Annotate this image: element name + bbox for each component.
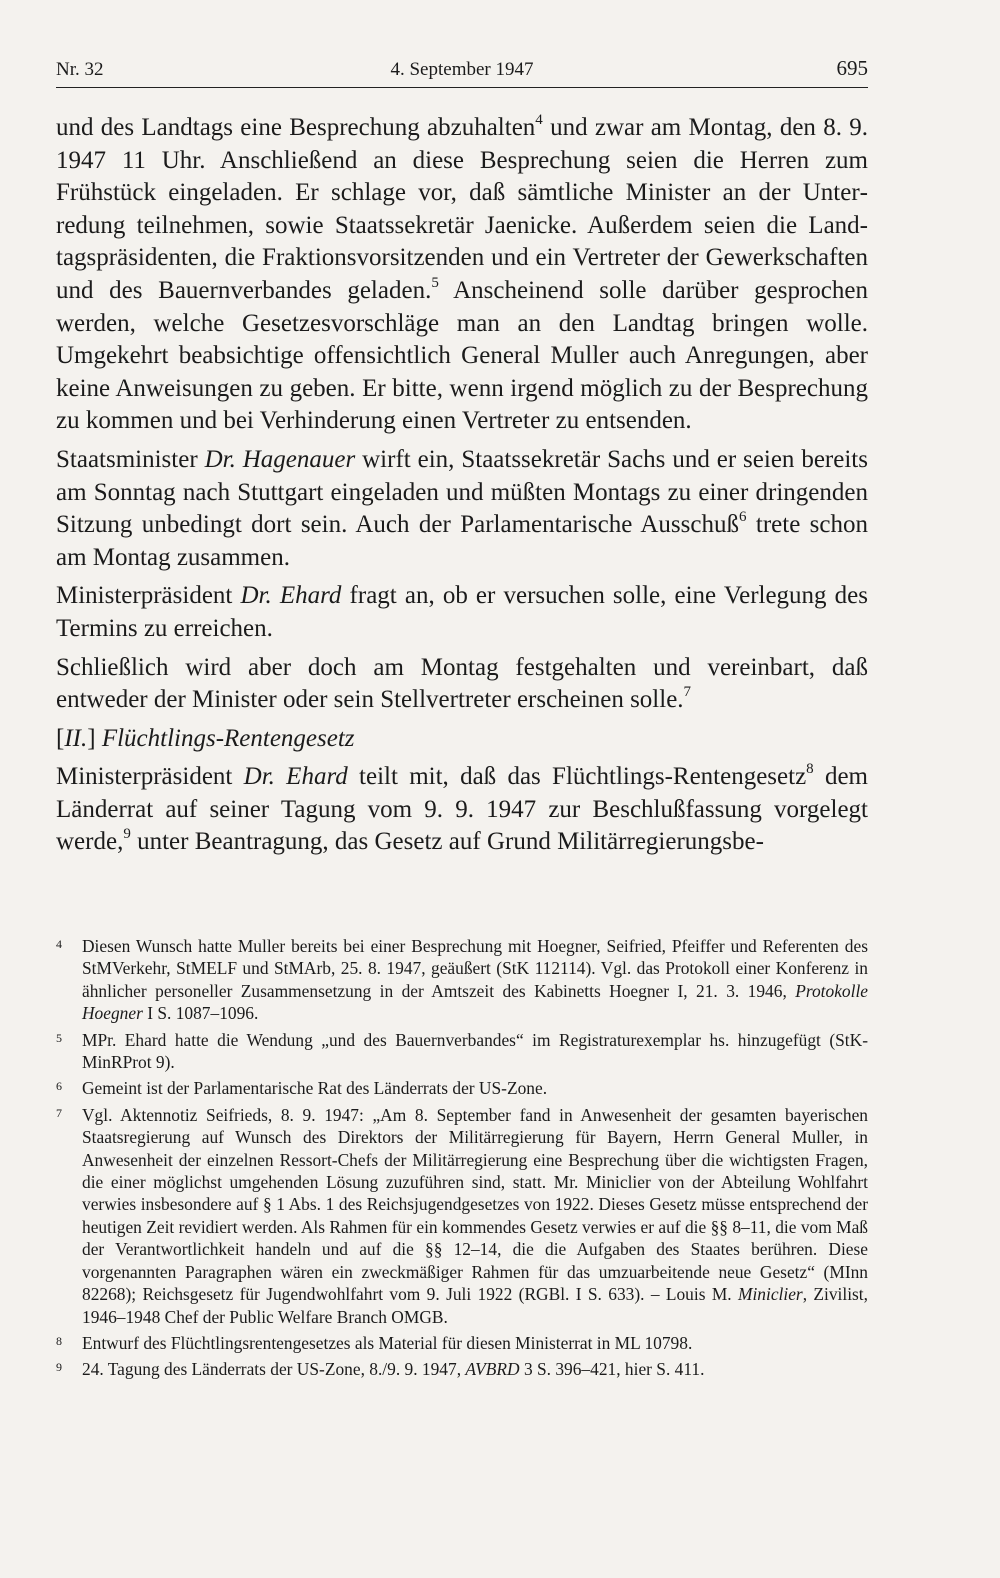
footnote-number: 6 <box>56 1079 62 1094</box>
document-number: Nr. 32 <box>56 59 104 80</box>
text-run: und des Landtags eine Besprechung abzuhalten <box>56 114 536 141</box>
footnote-number: 8 <box>56 1333 62 1348</box>
footnote-text <box>82 1029 868 1074</box>
footnote-number: 7 <box>56 1105 62 1120</box>
footnote-number: 5 <box>56 1030 62 1045</box>
footnote <box>56 1104 868 1328</box>
section-heading <box>56 723 868 756</box>
section-number: II. <box>64 724 88 752</box>
speaker-name: Dr. Hagenauer <box>204 445 356 473</box>
text-run: 3 S. 396–421, hier S. 411. <box>519 1359 705 1380</box>
footnote-text <box>82 1358 868 1380</box>
text-run: fragt an, ob er versuchen solle, eine Verlegung des Termins zu erreichen. <box>56 582 869 642</box>
bracket: [ <box>56 724 65 752</box>
text-run: , Zivilist, 1946–1948 Chef der Public Welfare Branch OMGB. <box>82 1284 868 1327</box>
paragraph-4 <box>56 652 868 717</box>
text-run: Schließlich wird aber doch am Montag festgehalten und vereinbart, daß entweder der Minister oder sein Stellvertreter erscheinen solle. <box>56 653 868 714</box>
footnote <box>56 1332 868 1354</box>
footnote-ref-4: 4 <box>535 111 543 128</box>
footnote-ref-5: 5 <box>431 274 439 291</box>
text-run: MPr. Ehard hatte die Wendung „und des Bauernverbandes“ im Registraturexemplar hs. hinzugefügt (StK-MinRProt 9). <box>82 1029 868 1073</box>
text-run: Staatsminister <box>56 445 205 473</box>
main-text <box>56 112 868 859</box>
page-number: 695 <box>836 56 868 80</box>
bracket: ] <box>87 724 102 752</box>
text-run: Gemeint ist der Parlamentarische Rat des Länderrats der US-Zone. <box>82 1078 548 1099</box>
text-run: Vgl. Aktennotiz Seifrieds, 8. 9. 1947: „Am 8. September fand in Anwesenheit der gesamten bayerischen Staatsregierung auf Wunsch des Direktors der Militärregierung für Bayern, Herrn General Muller, in Anwesenheit der einzelnen Ressort-Chefs der Militärregierung eine Besprechung über die wichtigsten Fragen, die einer möglichst umgehenden Lösung zuzuführen sind, statt. Mr. Miniclier von der Abteilung Wohlfahrt verwies insbesondere auf § 1 Abs. 1 des Reichsjugendgesetzes von 1922. Dieses Gesetz müsse entsprechend der heutigen Zeit revidiert werden. Als Rahmen für ein kommendes Gesetz verwies er auf die §§ 8–11, die vom Maß der Verantwortlichkeit handeln und auf die §§ 12–14, die die Aufgaben des Staates berühren. Diese vorgenannten Paragraphen wären ein zweckmäßiger Rahmen für das umzuarbeitende neue Gesetz“ (MInn 82268); Reichsgesetz für Jugendwohlfahrt vom 9. Juli 1922 (RGBl. I S. 633). – Louis M. <box>82 1104 868 1305</box>
paragraph-1 <box>56 112 868 438</box>
page <box>56 56 868 859</box>
speaker-name: Dr. Ehard <box>240 582 342 610</box>
text-run: Anscheinend solle darüber gesprochen werden, welche Gesetzesvorschläge man an den Landtag bringen wolle. Umgekehrt beabsichtige offensichtlich General Muller auch Anregungen, aber keine Anweisungen zu geben. Er bitte, wenn irgend möglich zu der Besprechung zu kommen und bei Verhinderung einen Vertreter zu entsenden. <box>56 276 868 435</box>
footnote-ref-8: 8 <box>806 761 814 778</box>
footnote <box>56 935 868 1025</box>
footnote-ref-7: 7 <box>683 683 692 700</box>
footnote-text <box>82 1332 868 1354</box>
footnotes <box>56 935 868 1385</box>
footnote-ref-9: 9 <box>123 826 131 843</box>
cited-work: AVBRD <box>465 1359 520 1380</box>
speaker-name: Dr. Ehard <box>243 763 348 791</box>
footnote-number: 9 <box>56 1360 62 1375</box>
text-run: Ministerpräsident <box>56 763 244 791</box>
header-date: 4. September 1947 <box>390 59 534 80</box>
footnote <box>56 1358 868 1380</box>
footnote-text <box>82 1077 868 1099</box>
footnote <box>56 1029 868 1074</box>
footnote-text <box>82 935 868 1025</box>
text-run: unter Beantragung, das Gesetz auf Grund Militärregierungsbe- <box>130 828 764 856</box>
text-run: wirft ein, Staatssekretär Sachs und er seien bereits am Sonntag nach Stuttgart eingeladen und müßten Montags zu einer dringenden Sitzung unbedingt dort sein. Auch der Parlamentarische Ausschuß <box>56 445 868 539</box>
section-title: Flüchtlings-Rentengesetz <box>101 724 355 752</box>
text-run: und zwar am Montag, den 8. 9. 1947 11 Uhr. Anschließend an diese Besprechung seien die Herren zum Frühstück eingeladen. Er schlage vor, daß sämtliche Minister an der Unterredung teilnehmen, sowie Staatssekretär Jaenicke. Außerdem seien die Landtagspräsidenten, die Fraktionsvorsitzenden und ein Vertreter der Gewerkschaften und des Bauernverbandes geladen. <box>56 114 868 304</box>
text-run: trete schon am Montag zusammen. <box>56 511 868 571</box>
text-run: Ministerpräsident <box>56 582 241 610</box>
text-run: 24. Tagung des Länderrats der US-Zone, 8./9. 9. 1947, <box>82 1359 466 1380</box>
text-run: teilt mit, daß das Flüchtlings-Rentengesetz <box>347 763 807 791</box>
text-run: dem Länderrat auf seiner Tagung vom 9. 9. 1947 zur Beschlußfassung vorgelegt werde, <box>56 763 868 856</box>
text-run: I S. 1087–1096. <box>142 1003 259 1024</box>
paragraph-2 <box>56 444 868 574</box>
running-header <box>56 56 868 88</box>
text-run: Entwurf des Flüchtlingsrentengesetzes als Material für diesen Ministerrat in ML 10798. <box>82 1332 693 1353</box>
footnote <box>56 1077 868 1099</box>
footnote-ref-6: 6 <box>738 508 747 525</box>
cited-work: Protokolle Hoegner <box>82 980 868 1024</box>
footnote-number: 4 <box>56 937 62 951</box>
footnote-text <box>82 1104 868 1328</box>
person-name: Miniclier <box>737 1284 803 1305</box>
text-run: Diesen Wunsch hatte Muller bereits bei einer Besprechung mit Hoegner, Seifried, Pfeiffer und Referenten des StMVerkehr, StMELF und StMArb, 25. 8. 1947, geäußert (StK 112114). Vgl. das Protokoll einer Konferenz in ähnlicher personeller Zusammensetzung in der Amtszeit des Kabinetts Hoegner I, 21. 3. 1946, <box>82 936 868 1001</box>
paragraph-3 <box>56 580 868 645</box>
paragraph-5 <box>56 761 868 859</box>
